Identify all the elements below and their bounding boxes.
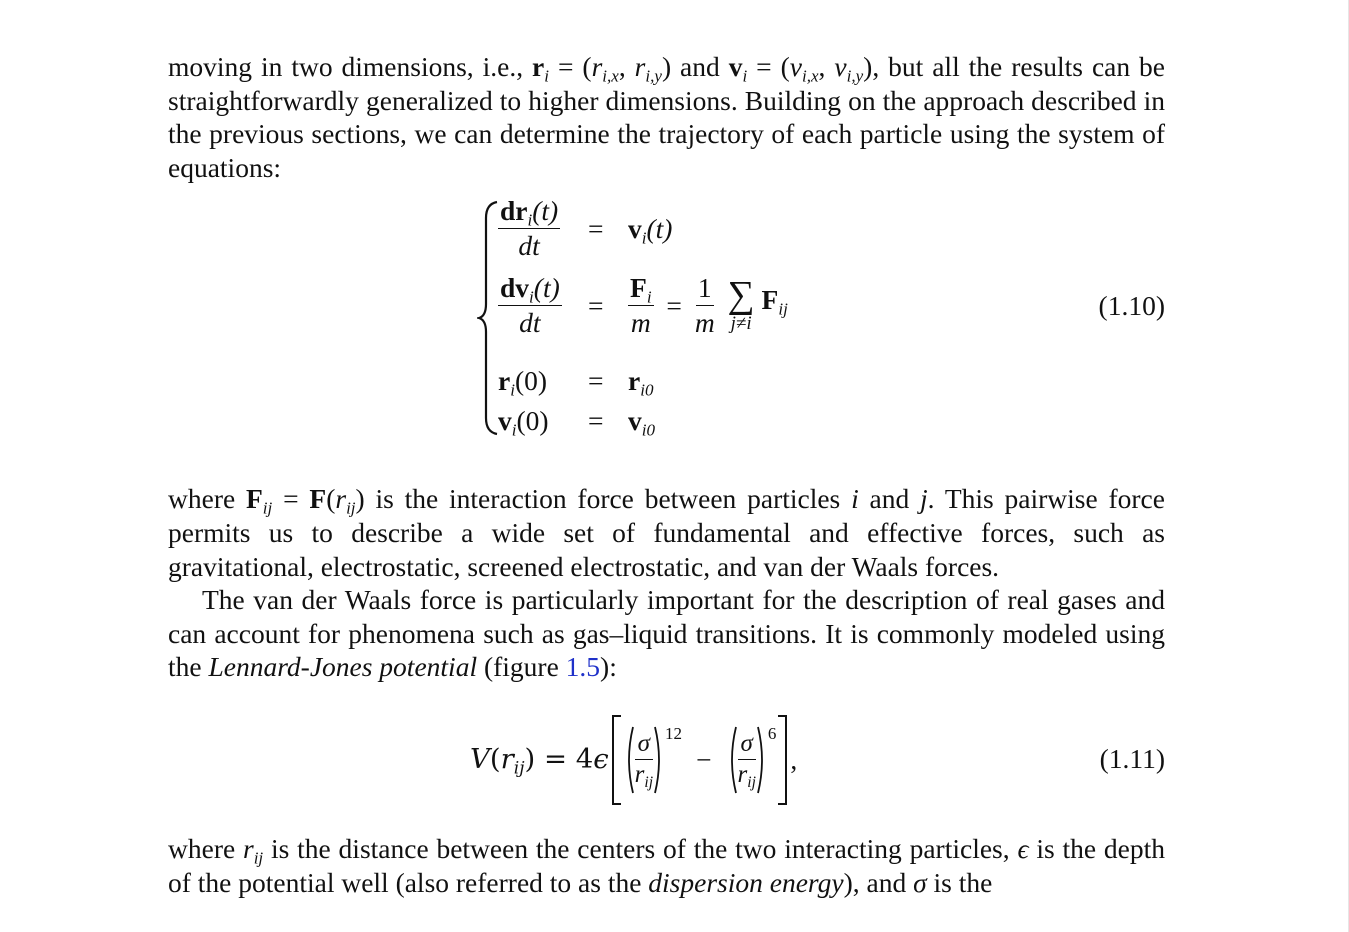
argument: (t) — [533, 272, 560, 304]
dt: dt — [518, 230, 540, 262]
subscript: ij — [644, 774, 654, 792]
text: ) and — [661, 51, 729, 82]
term-12 — [623, 725, 682, 795]
var-j: j — [920, 483, 928, 515]
subscript: ij — [747, 774, 756, 792]
sigma-sum-icon: ∑ — [727, 274, 755, 317]
equation-row-2 — [168, 273, 1165, 353]
text: ) = 4 — [524, 743, 594, 776]
subscript: ij — [346, 498, 356, 518]
text: (figure — [477, 651, 566, 683]
text: where — [168, 832, 243, 864]
subscript: ij — [778, 299, 788, 319]
var-epsilon: ϵ — [1017, 832, 1029, 864]
var-r: r — [634, 761, 645, 789]
denominator — [737, 760, 756, 792]
subscript: ij — [253, 848, 264, 868]
text: moving in two dimensions, i.e., — [168, 51, 533, 82]
equation-row-4 — [168, 404, 1165, 484]
subscript: i,x — [602, 66, 619, 86]
var-r: r — [634, 51, 646, 82]
var-r-bold: r — [628, 365, 641, 397]
exponent: 6 — [767, 723, 777, 743]
figure-link[interactable]: 1.5 — [565, 651, 601, 683]
lhs — [470, 743, 609, 777]
denominator — [631, 306, 651, 338]
var-sigma: σ — [740, 730, 753, 758]
equation-rhs — [628, 404, 655, 438]
var-i: i — [851, 483, 859, 515]
var-v-bold: v — [628, 405, 642, 437]
fraction — [498, 273, 562, 338]
equation-lhs — [498, 196, 560, 261]
var-f-bold: F — [761, 284, 779, 316]
equals-sign: = — [588, 365, 604, 397]
denominator — [519, 306, 540, 338]
var-r: r — [335, 483, 347, 515]
var-v: v — [789, 51, 802, 82]
equation-number: (1.11) — [1099, 742, 1165, 774]
paragraph-van-der-waals — [168, 583, 1165, 684]
left-paren-icon — [726, 725, 738, 795]
var-r: r — [737, 761, 748, 789]
equals-sign: = — [666, 290, 682, 322]
d-r: dr — [500, 195, 528, 227]
var-r-bold: r — [498, 365, 511, 397]
argument: (0) — [516, 405, 549, 437]
var-v-bold: v — [728, 51, 743, 82]
subscript: i — [511, 420, 517, 440]
subscript: i — [646, 287, 652, 307]
summation — [728, 275, 755, 333]
equation-lhs — [498, 273, 562, 338]
minus-sign: − — [696, 744, 712, 776]
subscript: i,y — [846, 66, 864, 86]
var-v-bold: v — [498, 405, 512, 437]
var-f-bold: F — [245, 483, 263, 515]
fraction — [628, 273, 654, 338]
text: , — [818, 51, 835, 82]
text: ( — [489, 743, 501, 776]
italic-term: dispersion energy — [648, 866, 844, 898]
numerator — [635, 730, 653, 760]
exponent: 12 — [665, 723, 683, 743]
equals-sign: = — [588, 405, 604, 437]
text: ), and — [843, 866, 914, 898]
var-v: v — [834, 51, 847, 82]
equals-sign: = — [588, 290, 604, 322]
subscript: i0 — [640, 380, 654, 400]
text: and — [858, 483, 921, 515]
subscript: i — [641, 228, 647, 248]
subscript: i,x — [801, 66, 819, 86]
fraction — [634, 730, 654, 792]
var-m: m — [630, 307, 651, 339]
numerator — [498, 196, 560, 229]
equation-lhs — [498, 364, 547, 398]
dt: dt — [519, 307, 541, 339]
var-r: r — [243, 832, 254, 864]
var-r-bold: r — [532, 51, 545, 82]
page-body — [168, 50, 1165, 899]
var-r: r — [591, 51, 603, 82]
lennard-jones-formula — [470, 714, 797, 806]
paragraph-definitions — [168, 832, 1165, 899]
term-fij — [762, 283, 788, 317]
subscript: i,y — [645, 66, 662, 86]
fraction — [737, 730, 756, 792]
text: . This pairwise force permits us to describe a wide set of fundamental and effective forces, such as gravitational, electrostatic, screened electrostatic, and van der Waals forces. — [168, 483, 1165, 582]
right-paren-icon — [653, 725, 665, 795]
numerator: 1 — [696, 273, 714, 306]
subscript: i — [510, 380, 515, 400]
text: = ( — [747, 51, 790, 82]
paragraph-force — [168, 482, 1165, 583]
left-paren-icon — [623, 725, 635, 795]
var-V: V — [470, 743, 490, 776]
comma: , — [790, 744, 798, 776]
sum-index: j≠i — [730, 313, 752, 335]
argument: (0) — [514, 365, 548, 397]
subscript: ij — [262, 498, 273, 518]
numerator — [628, 273, 654, 306]
subscript: i — [742, 66, 748, 86]
equation-1-11 — [168, 692, 1165, 826]
var-epsilon: ϵ — [593, 743, 609, 776]
italic-term: Lennard-Jones potential — [208, 651, 478, 683]
equation-lhs — [498, 404, 549, 438]
denominator — [695, 306, 715, 338]
var-sigma: σ — [637, 730, 650, 758]
right-paren-icon — [756, 725, 768, 795]
equals-sign: = — [588, 213, 604, 245]
equation-1-10 — [168, 188, 1165, 478]
var-v-bold: v — [628, 213, 642, 245]
denominator — [518, 229, 539, 261]
term-6 — [726, 725, 777, 795]
var-m: m — [694, 307, 715, 339]
equation-rhs — [628, 212, 672, 246]
text: , — [618, 51, 635, 82]
numerator — [738, 730, 756, 760]
var-f-bold: F — [630, 272, 647, 304]
text: ) is the interaction force between particles — [355, 483, 852, 515]
text: is the — [926, 866, 993, 898]
var-r: r — [500, 743, 514, 776]
fraction — [695, 273, 715, 338]
text: ): — [600, 651, 617, 683]
fraction — [498, 196, 560, 261]
text: is the distance between the centers of the two interacting particles, — [263, 832, 1018, 864]
subscript: i — [527, 210, 533, 230]
var-f-bold: F — [309, 483, 327, 515]
argument: (t) — [646, 213, 673, 245]
equation-rhs — [628, 273, 788, 338]
numerator — [498, 273, 562, 306]
argument: (t) — [532, 195, 559, 227]
text: The van der Waals force is particularly important for the description of real gases and can account for phenomena such as gas–liquid transitions. It is commonly modeled using the — [168, 584, 1165, 683]
text: = ( — [549, 51, 592, 82]
subscript: ij — [513, 758, 525, 779]
equation-number: (1.10) — [1098, 290, 1165, 322]
var-sigma: σ — [913, 866, 927, 898]
paragraph-intro — [168, 50, 1165, 184]
text: is the depth of the potential well (also referred to as the — [168, 832, 1165, 898]
equation-row-1 — [168, 196, 1165, 276]
denominator — [634, 760, 654, 792]
subscript: i0 — [641, 420, 655, 440]
right-bracket-icon — [776, 714, 790, 806]
text: ), but all the results can be straightforwardly generalized to higher dimensions. Building on the approach described in the previous sections, we can determine the trajectory of each particle using the system of equations: — [168, 51, 1166, 183]
text: = — [272, 483, 310, 515]
text: ( — [326, 483, 336, 515]
subscript: i — [529, 287, 534, 307]
text: where — [168, 483, 246, 515]
subscript: i — [544, 66, 549, 86]
equation-rhs — [628, 364, 653, 398]
d-v: dv — [500, 272, 530, 304]
left-bracket-icon — [609, 714, 623, 806]
